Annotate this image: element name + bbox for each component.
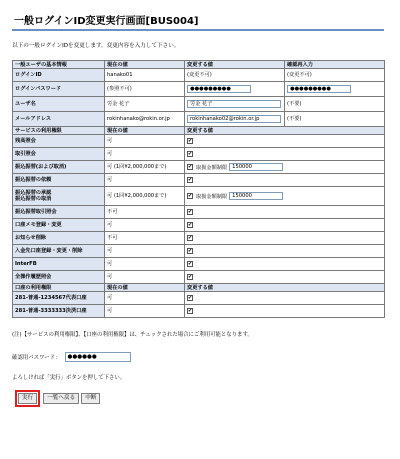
basic-header-row [13, 61, 385, 69]
login-id-current: hanako01 [105, 69, 185, 82]
service-checkbox[interactable]: ✔ [188, 137, 193, 144]
settings-table [12, 60, 385, 318]
header-accounts-current: 現在の値 [105, 284, 185, 292]
service-label: 全操作履歴照会 [13, 271, 105, 284]
login-password-current: (参照不可) [105, 82, 185, 97]
header-services: サービスの利用権限 [13, 127, 105, 135]
header-services-current: 現在の値 [105, 127, 185, 135]
note-text: (注)【サービスの利用権限】、【口座の利用権限】は、チェックされた場合にご利用可能となります。 [12, 332, 253, 338]
header-accounts: 口座の利用権限 [13, 284, 105, 292]
service-checkbox[interactable]: ✔ [188, 273, 193, 280]
account-label: 281-普通-3333333決済口座 [13, 305, 105, 318]
service-label: 残高照会 [13, 135, 105, 148]
service-row [13, 219, 385, 232]
service-checkbox[interactable]: ✔ [188, 193, 193, 199]
service-row [13, 245, 385, 258]
service-label: 振込振替(および取消) [13, 161, 105, 174]
services-header-row [13, 127, 385, 135]
header-change: 変更する値 [185, 61, 285, 69]
user-name-input[interactable]: 労金 花子 [187, 100, 281, 108]
email-current: rokinhanako@rokin.or.jp [105, 112, 185, 127]
amount-limit-label: 取扱金額制限 [196, 164, 228, 171]
service-label: 取引照会 [13, 148, 105, 161]
login-id-confirm: (変更不可) [285, 69, 385, 82]
login-password-label: ログインパスワード [13, 82, 105, 97]
email-label: メールアドレス [13, 112, 105, 127]
page-title: 一般ログインID変更実行画面[BUS004] [12, 10, 384, 31]
service-current: 可 [105, 271, 185, 284]
account-checkbox[interactable]: ✔ [188, 294, 193, 301]
cancel-button[interactable]: 中断 [81, 393, 100, 404]
account-current: 可 [105, 305, 185, 318]
service-current: 不可 [105, 232, 185, 245]
confirm-password-row [12, 352, 388, 362]
service-row [13, 206, 385, 219]
service-checkbox[interactable]: ✔ [188, 164, 193, 170]
button-bar [12, 393, 388, 404]
account-current: 可 [105, 292, 185, 305]
accounts-header-row [13, 284, 385, 292]
service-label: InterFB [13, 258, 105, 271]
services-body [13, 135, 385, 284]
header-confirm: 確認再入力 [285, 61, 385, 69]
service-label: 口座メモ登録・変更 [13, 219, 105, 232]
service-row [13, 135, 385, 148]
service-label: 振込振替取引照会 [13, 206, 105, 219]
service-row [13, 232, 385, 245]
service-checkbox[interactable]: ✔ [188, 150, 193, 157]
service-current: 可 [105, 219, 185, 232]
account-checkbox[interactable]: ✔ [188, 307, 193, 314]
amount-limit-input[interactable]: 150000 [229, 163, 283, 171]
service-current: 可 [105, 135, 185, 148]
service-current: 可 (1回¥2,000,000まで) [105, 187, 185, 206]
login-password-row [13, 82, 385, 97]
accounts-body [13, 292, 385, 318]
back-to-list-button[interactable]: 一覧へ戻る [43, 393, 79, 404]
amount-limit-input[interactable]: 150000 [229, 192, 283, 200]
service-label: お知らせ削除 [13, 232, 105, 245]
execute-button[interactable]: 実行 [18, 393, 37, 404]
service-row [13, 161, 385, 174]
header-services-change: 変更する値 [185, 127, 385, 135]
user-name-label: ユーザ名 [13, 97, 105, 112]
email-input[interactable]: rokinhanako02@rokin.or.jp [187, 115, 281, 123]
user-name-current: 労金 花子 [105, 97, 185, 112]
service-label: 振込振替の依頼 [13, 174, 105, 187]
service-current: 可 [105, 174, 185, 187]
user-name-row [13, 97, 385, 112]
user-name-confirm: (不要) [285, 97, 385, 112]
service-checkbox[interactable]: ✔ [188, 234, 193, 241]
account-row [13, 305, 385, 318]
service-row [13, 148, 385, 161]
intro-text: 以下の一般ログインIDを変更します。変更内容を入力して下さい。 [12, 43, 180, 49]
service-checkbox[interactable]: ✔ [188, 208, 193, 215]
service-checkbox[interactable]: ✔ [188, 247, 193, 254]
login-id-label: ログインID [13, 69, 105, 82]
page [0, 10, 400, 459]
confirm-text: よろしければ「実行」ボタンを押して下さい。 [12, 375, 126, 381]
service-current: 可 (1回¥2,000,000まで) [105, 161, 185, 174]
service-label: 振込振替の承認 振込振替の取消 [13, 187, 105, 206]
login-id-row [13, 69, 385, 82]
service-checkbox[interactable]: ✔ [188, 176, 193, 183]
header-current: 現在の値 [105, 61, 185, 69]
confirm-password-input[interactable]: ●●●●●● [65, 352, 131, 362]
login-id-change: (変更不可) [185, 69, 285, 82]
service-checkbox[interactable]: ✔ [188, 260, 193, 267]
service-label: 入金先口座登録・変更・削除 [13, 245, 105, 258]
service-current: 可 [105, 258, 185, 271]
account-row [13, 292, 385, 305]
email-row [13, 112, 385, 127]
service-row [13, 258, 385, 271]
service-current: 不可 [105, 206, 185, 219]
account-label: 281-普通-1234567代表口座 [13, 292, 105, 305]
email-confirm: (不要) [285, 112, 385, 127]
login-password-confirm-input[interactable]: ●●●●●●●●● [287, 85, 351, 93]
login-password-input[interactable]: ●●●●●●●●● [187, 85, 251, 93]
service-row [13, 187, 385, 206]
service-row [13, 271, 385, 284]
service-current: 可 [105, 245, 185, 258]
confirm-password-label: 確認用パスワード： [12, 355, 61, 361]
header-basic-info: 一般ユーザの基本情報 [13, 61, 105, 69]
service-row [13, 174, 385, 187]
service-current: 可 [105, 148, 185, 161]
header-accounts-change: 変更する値 [185, 284, 385, 292]
amount-limit-label: 取扱金額制限 [196, 193, 228, 200]
service-checkbox[interactable]: ✔ [188, 221, 193, 228]
